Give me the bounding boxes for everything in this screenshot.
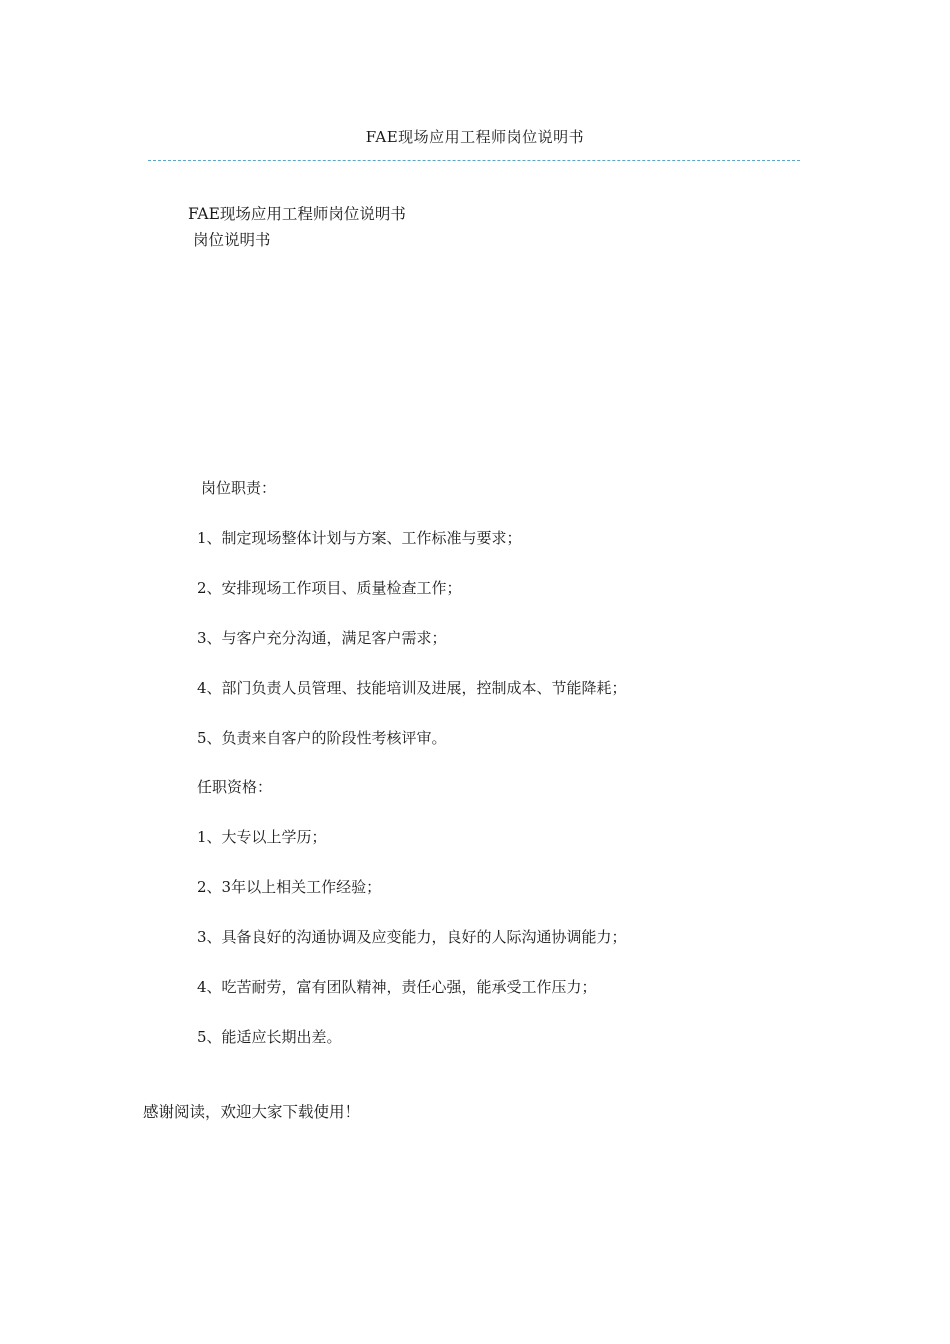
header-divider xyxy=(148,160,800,161)
duty-item: 4、部门负责人员管理、技能培训及进展，控制成本、节能降耗； xyxy=(197,679,627,697)
document-subtitle: 岗位说明书 xyxy=(193,231,271,249)
duty-item: 5、负责来自客户的阶段性考核评审。 xyxy=(197,729,447,747)
duty-item: 1、制定现场整体计划与方案、工作标准与要求； xyxy=(197,529,522,547)
qualification-item: 5、能适应长期出差。 xyxy=(197,1028,342,1046)
footer-thanks: 感谢阅读，欢迎大家下载使用！ xyxy=(143,1103,361,1121)
duties-heading: 岗位职责： xyxy=(201,479,277,497)
qualifications-heading: 任职资格： xyxy=(197,778,273,796)
qualification-item: 2、3年以上相关工作经验； xyxy=(197,878,382,896)
document-title: FAE现场应用工程师岗位说明书 xyxy=(188,205,406,223)
qualification-item: 1、大专以上学历； xyxy=(197,828,327,846)
qualification-item: 4、吃苦耐劳，富有团队精神，责任心强，能承受工作压力； xyxy=(197,978,597,996)
qualification-item: 3、具备良好的沟通协调及应变能力，良好的人际沟通协调能力； xyxy=(197,928,627,946)
duty-item: 3、与客户充分沟通，满足客户需求； xyxy=(197,629,447,647)
header-title: FAE现场应用工程师岗位说明书 xyxy=(365,128,585,146)
duty-item: 2、安排现场工作项目、质量检查工作； xyxy=(197,579,462,597)
